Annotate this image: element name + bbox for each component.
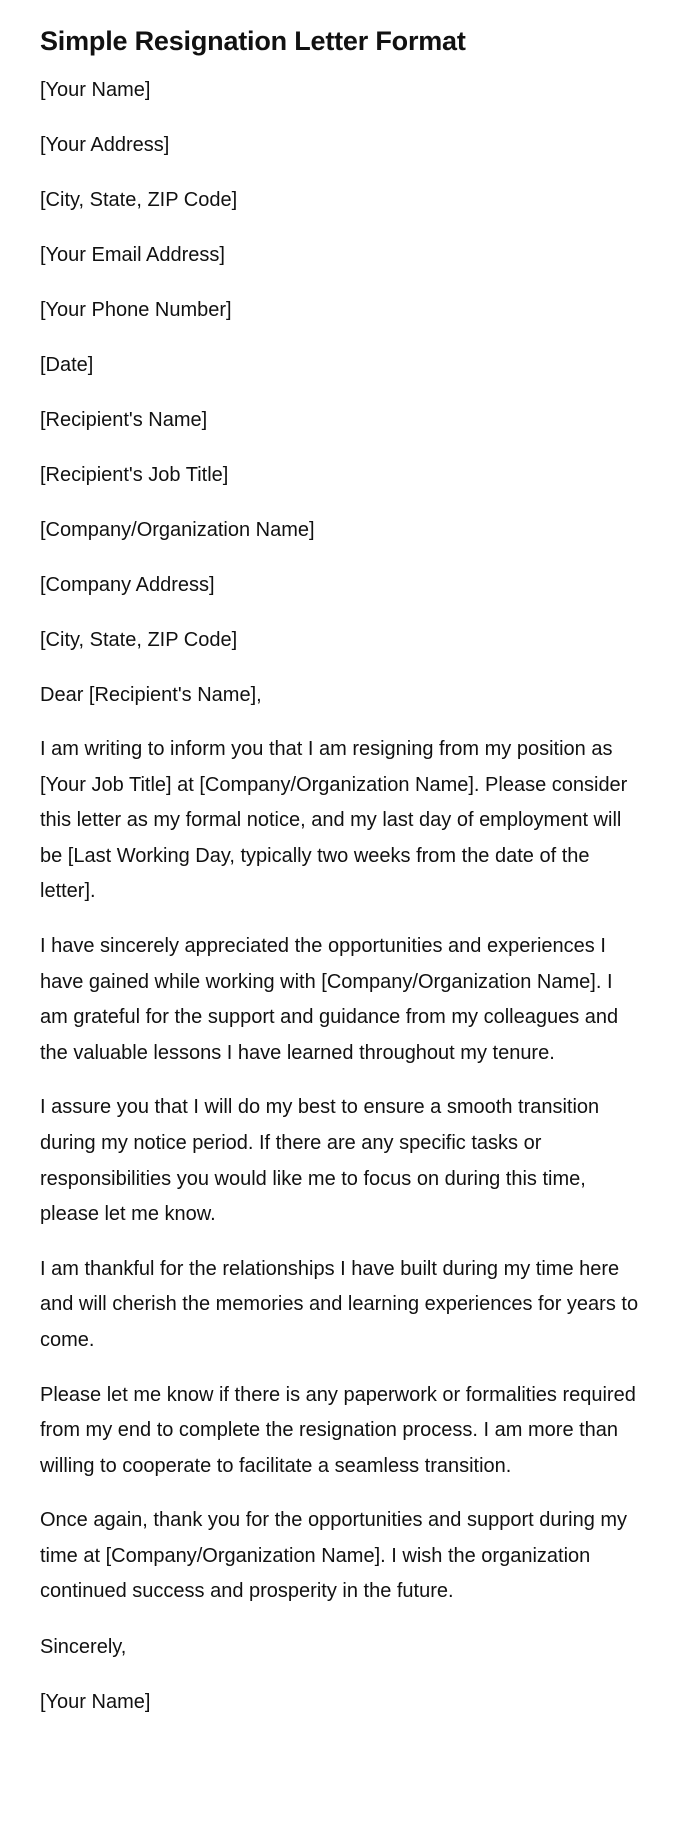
recipient-job-title: [Recipient's Job Title] <box>40 464 229 486</box>
closing: Sincerely, <box>40 1636 127 1659</box>
salutation: Dear [Recipient's Name], <box>40 684 262 706</box>
body-paragraph-5: Please let me know if there is any paperwork or formalities required from my end to complete the resignation process. I am more than willing to cooperate to facilitate a seamless transition. <box>40 1383 636 1477</box>
recipient-company: [Company/Organization Name] <box>40 519 315 541</box>
recipient-name: [Recipient's Name] <box>40 409 208 431</box>
body-paragraph-6: Once again, thank you for the opportunities and support during my time at [Company/Organization Name]. I wish the organization continued success and prosperity in the future. <box>40 1509 628 1603</box>
body-paragraph-3: I assure you that I will do my best to ensure a smooth transition during my notice period. If there are any specific tasks or responsibilities you would like me to focus on during this time, please let me know. <box>40 1096 600 1226</box>
recipient-address: [Company Address] <box>40 574 215 596</box>
signature-name: [Your Name] <box>40 1691 151 1714</box>
letter-date: [Date] <box>40 354 94 376</box>
sender-address: [Your Address] <box>40 134 170 156</box>
resignation-letter <box>40 72 644 1720</box>
document-title: Simple Resignation Letter Format <box>40 26 466 56</box>
sender-email: [Your Email Address] <box>40 244 225 266</box>
body-paragraph-4: I am thankful for the relationships I have built during my time here and will cherish the memories and learning experiences for years to come. <box>40 1257 639 1351</box>
sender-city-state-zip: [City, State, ZIP Code] <box>40 189 238 211</box>
body-paragraph-1: I am writing to inform you that I am resigning from my position as [Your Job Title] at [Company/Organization Name]. Please consider this letter as my formal notice, and my last day of employment will be [Last Working Day, typically two weeks from the date of the letter]. <box>40 738 628 903</box>
sender-phone: [Your Phone Number] <box>40 299 232 321</box>
sender-name: [Your Name] <box>40 79 151 101</box>
body-paragraph-2: I have sincerely appreciated the opportunities and experiences I have gained while working with [Company/Organization Name]. I am grateful for the support and guidance from my colleagues and the valuable lessons I have learned throughout my tenure. <box>40 934 619 1064</box>
recipient-city-state-zip: [City, State, ZIP Code] <box>40 629 238 651</box>
